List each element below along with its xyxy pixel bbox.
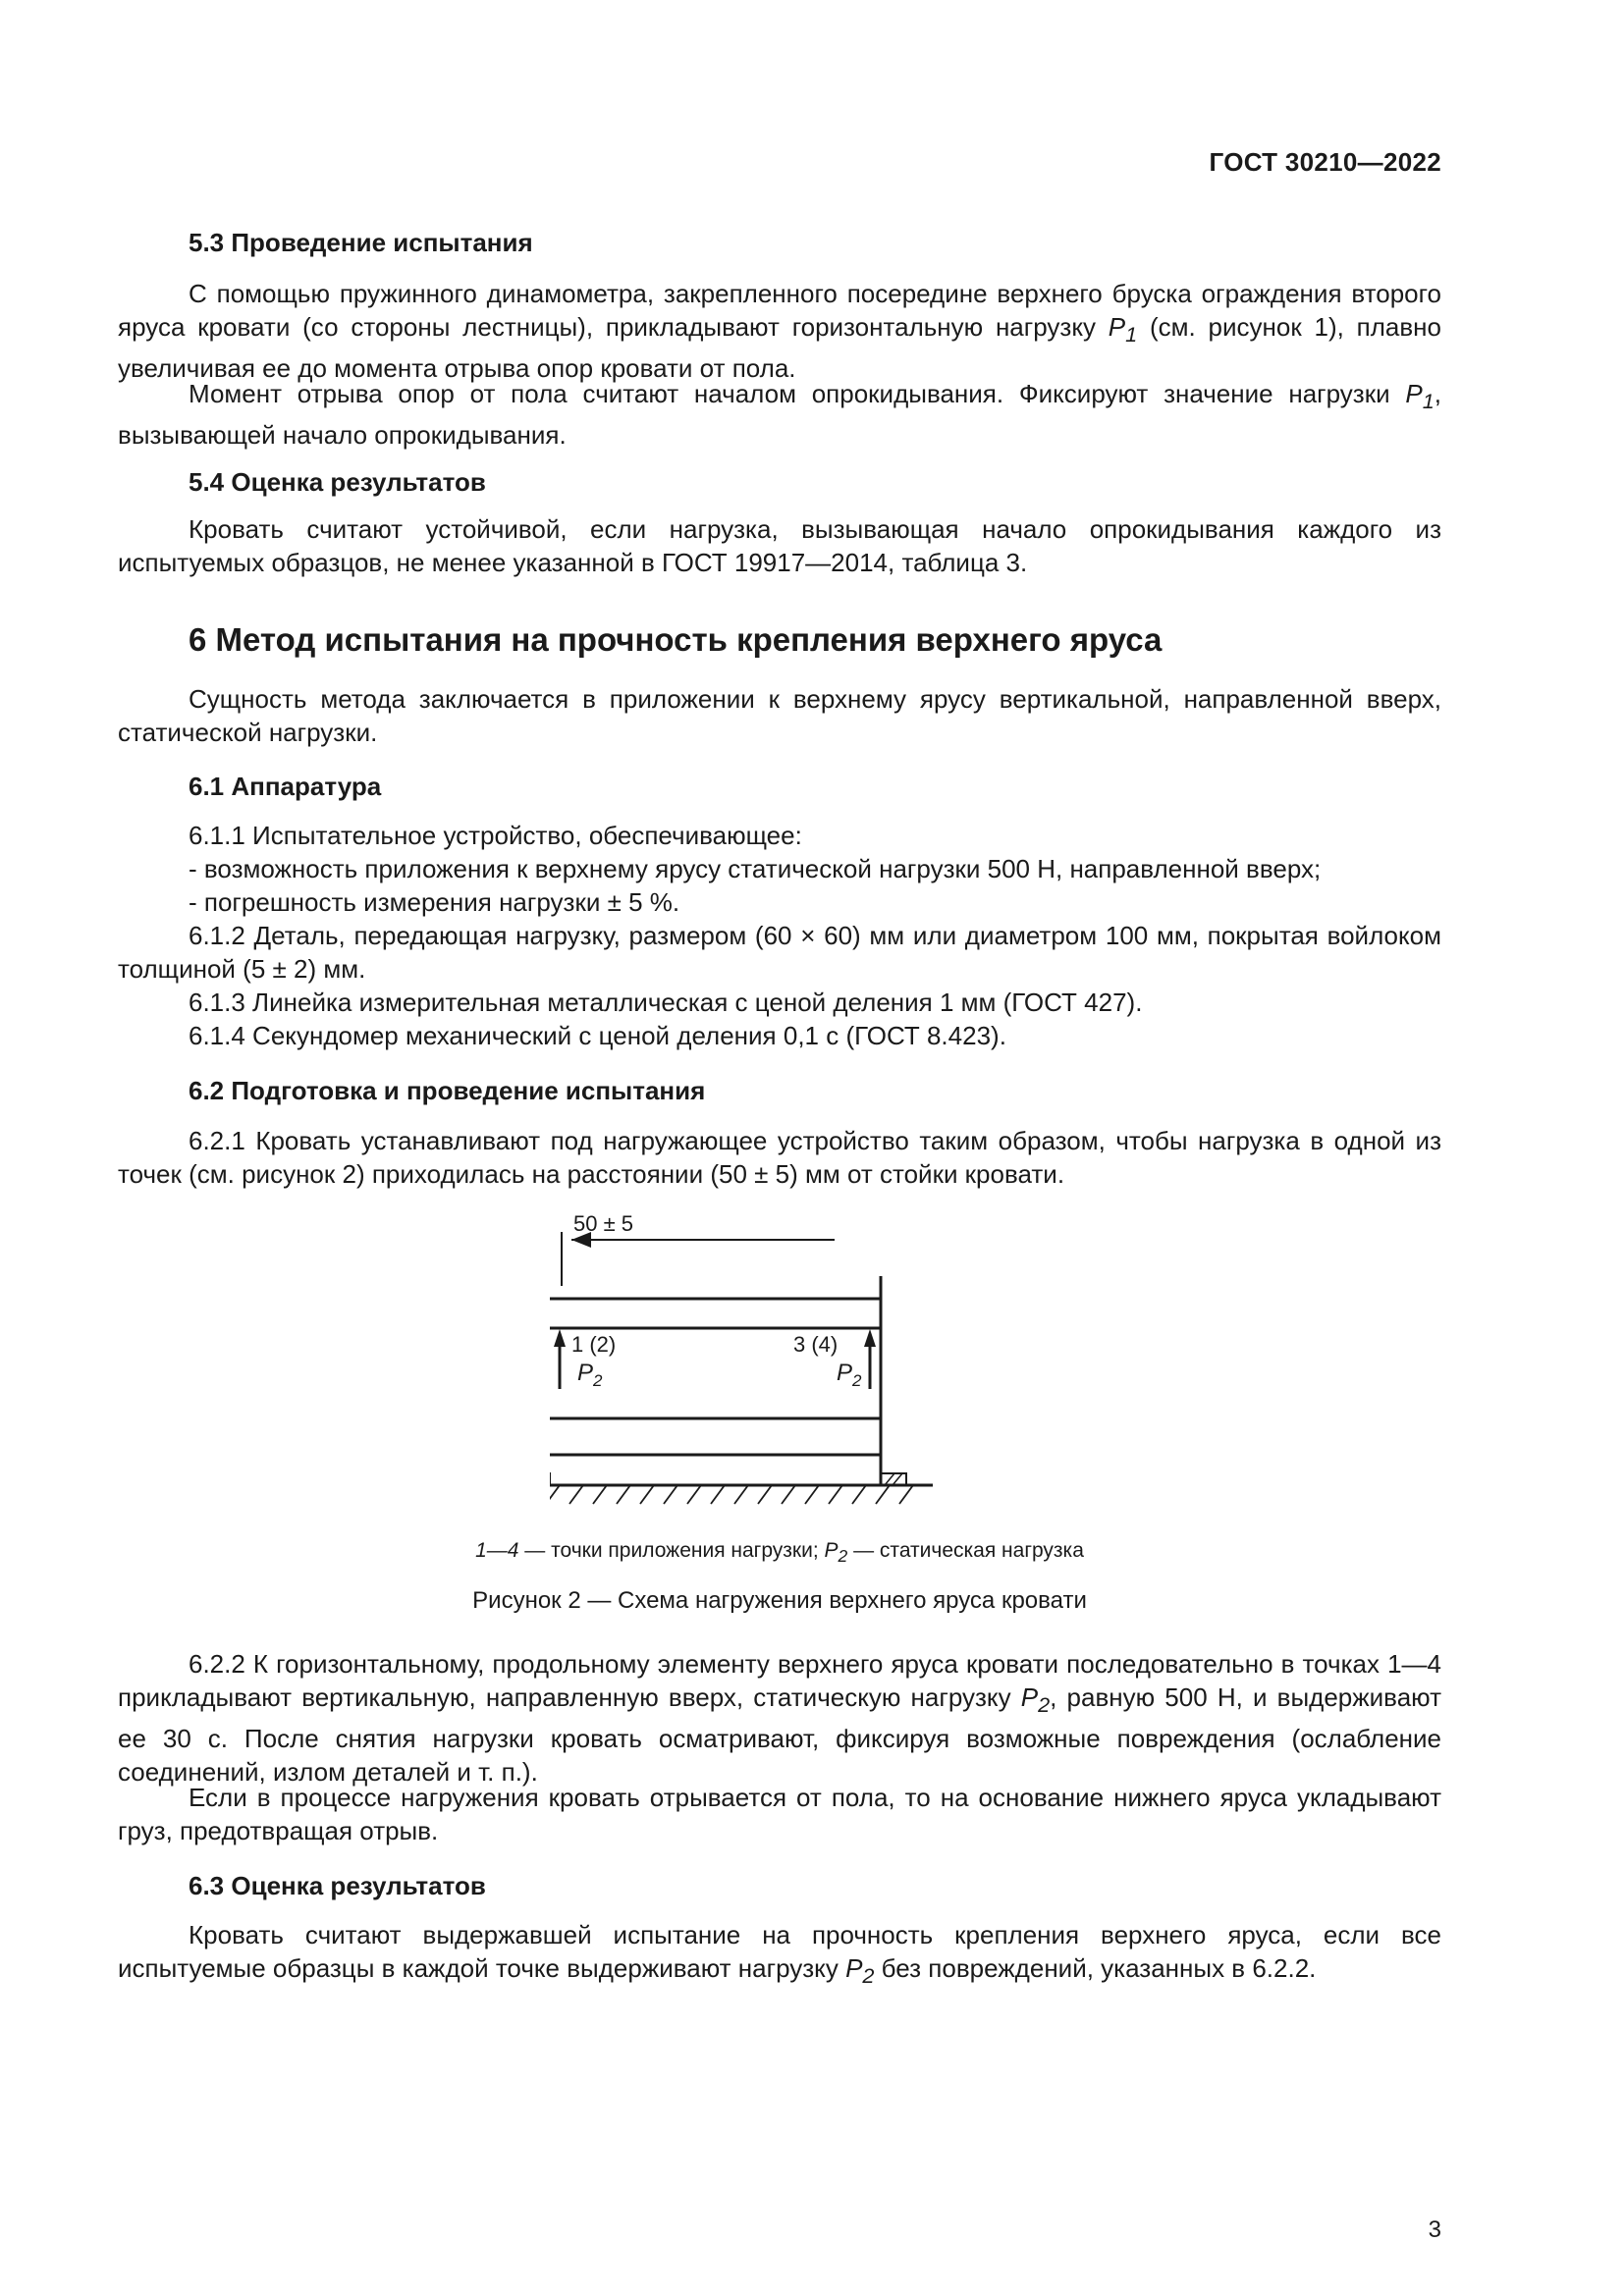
section-6-3-paragraph: [118, 1918, 1441, 1993]
section-5-3-paragraph-2: [118, 377, 1441, 452]
dimension-50-mm: [550, 1211, 835, 1286]
floor-hatching: [550, 1485, 933, 1504]
section-5-4-paragraph: Кровать считают устойчивой, если нагрузка, вызывающая начало опрокидывания каждого из испытуемых образцов, не менее указанной в ГОСТ 19917—2014, таблица 3.: [118, 514, 1441, 577]
document-id-header: ГОСТ 30210—2022: [1209, 147, 1441, 177]
load-label-left: $P_2$: [577, 1360, 603, 1390]
point-label-right: 3 (4): [793, 1332, 839, 1357]
text-run: Момент отрыва опор от пола считают началом опрокидывания. Фиксируют значение нагрузки: [189, 379, 1406, 408]
text-run: С помощью пружинного динамометра, закрепленного посередине верхнего бруска ограждения второго яруса кровати (со стороны лестницы), прикладывают горизонтальную нагрузку: [118, 279, 1441, 342]
section-5-3-paragraph-1: [118, 277, 1441, 385]
text-run: без повреждений, указанных в 6.2.2.: [874, 1953, 1317, 1983]
symbol-p2: $P_2$: [845, 1953, 875, 1989]
section-6-paragraph: Сущность метода заключается в приложении к верхнему ярусу вертикальной, направленной вверх, статической нагрузки.: [118, 684, 1441, 747]
figure-2-legend: 1—4 — точки приложения нагрузки; $P_2$ — статическая нагрузка: [475, 1539, 1084, 1567]
item-6-1-1: 6.1.1 Испытательное устройство, обеспечивающее:: [189, 821, 802, 850]
text-run: (см. рисунок 1), плавно увеличивая ее до момента отрыва опор кровати от пола.: [118, 312, 1441, 384]
point-label-left: 1 (2): [571, 1332, 617, 1357]
symbol-p1: $P_1$: [1108, 312, 1138, 347]
section-5-3-title: 5.3 Проведение испытания: [189, 228, 533, 257]
section-6-1-title: 6.1 Аппаратура: [189, 772, 382, 801]
section-6-title: 6 Метод испытания на прочность крепления верхнего яруса: [189, 621, 1163, 658]
item-6-1-1-bullet-1: - возможность приложения к верхнему ярусу статической нагрузки 500 Н, направленной вверх;: [189, 854, 1322, 883]
text-run: 6.2.2 К горизонтальному, продольному элементу верхнего яруса кровати последовательно в точках 1—4 прикладывают вертикальную, направленную вверх, статическую нагрузку: [118, 1649, 1441, 1712]
figure-2-drawing: [550, 1207, 1139, 1531]
load-label-right: $P_2$: [837, 1360, 862, 1390]
item-6-2-2: [118, 1647, 1441, 1789]
symbol-p1: $P_1$: [1405, 379, 1435, 414]
item-6-2-1: 6.2.1 Кровать устанавливают под нагружающее устройство таким образом, чтобы нагрузка в одной из точек (см. рисунок 2) приходилась на расстоянии (50 ± 5) мм от стойки кровати.: [118, 1126, 1441, 1189]
dimension-label: 50 ± 5: [573, 1211, 634, 1236]
item-6-1-2: 6.1.2 Деталь, передающая нагрузку, размером (60 × 60) мм или диаметром 100 мм, покрытая войлоком толщиной (5 ± 2) мм.: [118, 921, 1441, 984]
item-6-1-4: 6.1.4 Секундомер механический с ценой деления 0,1 с (ГОСТ 8.423).: [189, 1021, 1006, 1050]
load-arrow-right: [864, 1329, 876, 1389]
section-5-4-title: 5.4 Оценка результатов: [189, 467, 486, 497]
item-6-1-3: 6.1.3 Линейка измерительная металлическая с ценой деления 1 мм (ГОСТ 427).: [189, 988, 1143, 1017]
text-run: , вызывающей начало опрокидывания.: [118, 379, 1441, 451]
item-6-1-1-bullet-2: - погрешность измерения нагрузки ± 5 %.: [189, 887, 680, 917]
section-6-2-title: 6.2 Подготовка и проведение испытания: [189, 1076, 706, 1105]
text-run: Кровать считают выдержавшей испытание на прочность крепления верхнего яруса, если все испытуемые образцы в каждой точке выдерживают нагрузку: [118, 1920, 1441, 1983]
figure-2: [550, 1207, 1139, 1531]
bed-foot-right: [881, 1473, 906, 1485]
section-6-3-title: 6.3 Оценка результатов: [189, 1871, 486, 1900]
figure-2-caption: Рисунок 2 — Схема нагружения верхнего яруса кровати: [472, 1587, 1087, 1614]
page-number: 3: [1428, 2216, 1441, 2243]
load-arrow-left: [554, 1329, 566, 1389]
text-run: , равную 500 Н, и выдерживают ее 30 с. После снятия нагрузки кровать осматривают, фиксируя возможные повреждения (ослабление соединений, излом деталей и т. п.).: [118, 1682, 1441, 1788]
document-page: [118, 0, 1441, 2296]
item-6-2-2-paragraph-2: Если в процессе нагружения кровать отрывается от пола, то на основание нижнего яруса укладывают груз, предотвращая отрыв.: [118, 1783, 1441, 1845]
symbol-p2: $P_2$: [1020, 1682, 1051, 1718]
